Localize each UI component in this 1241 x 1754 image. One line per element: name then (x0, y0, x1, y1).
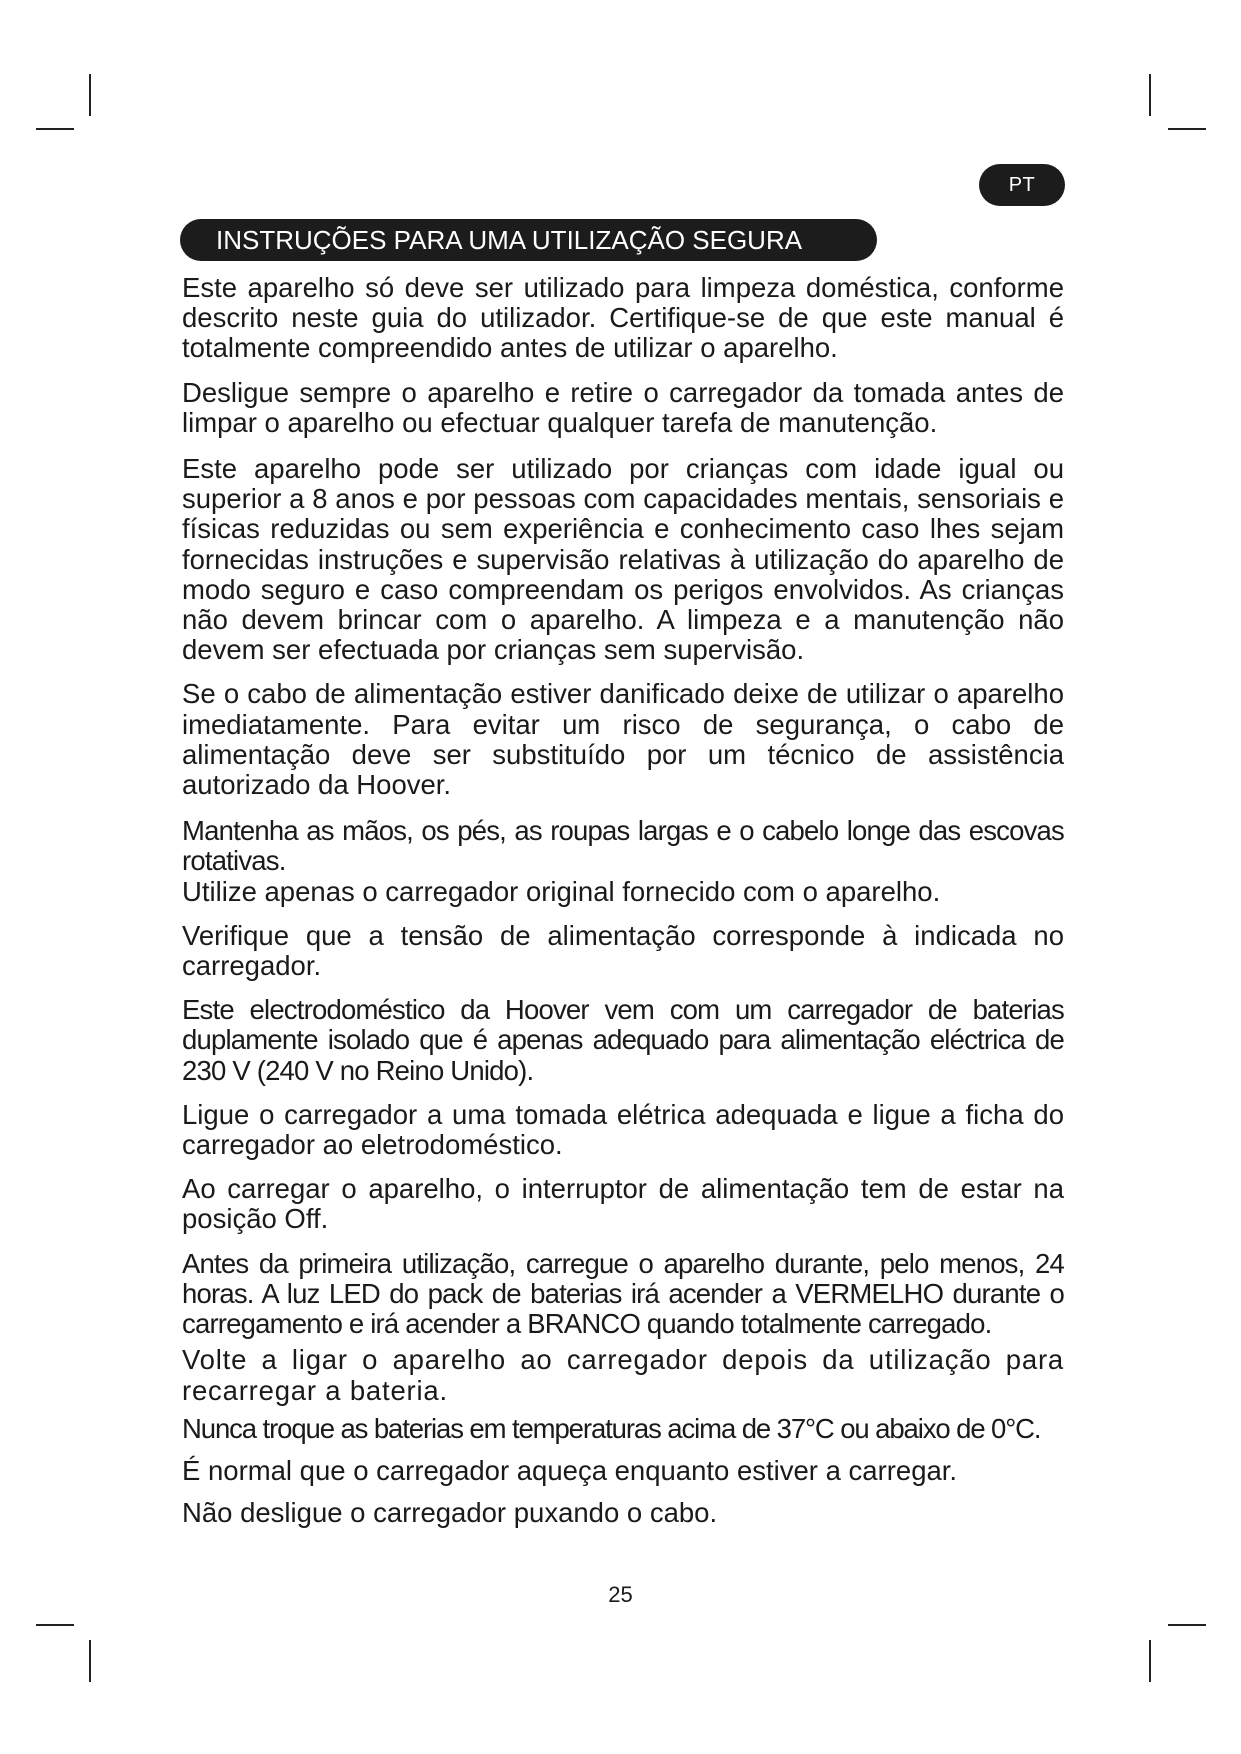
paragraph-check-voltage: Verifique que a tensão de alimentação corresponde à indicada no carregador. (182, 919, 1064, 982)
crop-mark-bottom-left-horizontal (36, 1624, 74, 1626)
paragraph-double-insulated-charger: Este electrodoméstico da Hoover vem com um carregador de baterias duplamente isolado que é apenas adequado para alimentação eléctrica de 230 V (240 V no Reino Unido). (182, 994, 1064, 1086)
crop-mark-top-left-vertical (89, 74, 91, 116)
language-badge: PT (979, 164, 1065, 206)
crop-mark-top-right-vertical (1149, 74, 1151, 116)
section-title: INSTRUÇÕES PARA UMA UTILIZAÇÃO SEGURA (180, 219, 877, 261)
paragraph-unplug-before-cleaning: Desligue sempre o aparelho e retire o carregador da tomada antes de limpar o aparelho ou efectuar qualquer tarefa de manutenção. (182, 376, 1064, 438)
crop-mark-top-left-horizontal (36, 128, 74, 130)
paragraph-domestic-use: Este aparelho só deve ser utilizado para limpeza doméstica, conforme descrito neste guia do utilizador. Certifique-se de que este manual é totalmente compreendido antes de utilizar o aparelho. (182, 272, 1064, 364)
crop-mark-top-right-horizontal (1168, 128, 1206, 130)
paragraph-original-charger: Utilize apenas o carregador original fornecido com o aparelho. (182, 875, 941, 907)
paragraph-recharge-after-use: Volte a ligar o aparelho ao carregador depois da utilização para recarregar a bateria. (182, 1344, 1064, 1406)
crop-mark-bottom-left-vertical (89, 1640, 91, 1682)
paragraph-battery-temperature: Nunca troque as baterias em temperaturas acima de 37°C ou abaixo de 0°C. (182, 1412, 1041, 1444)
safety-instructions (182, 273, 1064, 1528)
paragraph-switch-off-when-charging: Ao carregar o aparelho, o interruptor de alimentação tem de estar na posição Off. (182, 1173, 1064, 1235)
paragraph-children-supervision: Este aparelho pode ser utilizado por crianças com idade igual ou superior a 8 anos e por pessoas com capacidades mentais, sensoriais e físicas reduzidas ou sem experiência e conhecimento caso lhes sejam fornecidas instruções e supervisão relativas à utilização do aparelho de modo seguro e caso compreendam os perigos envolvidos. As crianças não devem brincar com o aparelho. A limpeza e a manutenção não devem ser efectuada por crianças sem supervisão. (182, 453, 1064, 666)
paragraph-connect-charger: Ligue o carregador a uma tomada elétrica adequada e ligue a ficha do carregador ao eletrodoméstico. (182, 1098, 1064, 1161)
page-number: 25 (608, 1582, 633, 1607)
paragraph-first-charge-led: Antes da primeira utilização, carregue o aparelho durante, pelo menos, 24 horas. A luz LED do pack de baterias irá acender a VERMELHO durante o carregamento e irá acender a BRANCO quando totalmente carregado. (182, 1247, 1064, 1340)
crop-mark-bottom-right-horizontal (1168, 1624, 1206, 1626)
paragraph-do-not-pull-cable: Não desligue o carregador puxando o cabo. (182, 1497, 718, 1529)
crop-mark-bottom-right-vertical (1149, 1640, 1151, 1682)
paragraph-charger-warm: É normal que o carregador aqueça enquanto estiver a carregar. (182, 1454, 958, 1486)
paragraph-rotating-brushes: Mantenha as mãos, os pés, as roupas largas e o cabelo longe das escovas rotativas. (182, 815, 1064, 877)
paragraph-damaged-cable: Se o cabo de alimentação estiver danificado deixe de utilizar o aparelho imediatamente. Para evitar um risco de segurança, o cabo de alimentação deve ser substituído por um técnico de assistência autorizado da Hoover. (182, 678, 1064, 801)
